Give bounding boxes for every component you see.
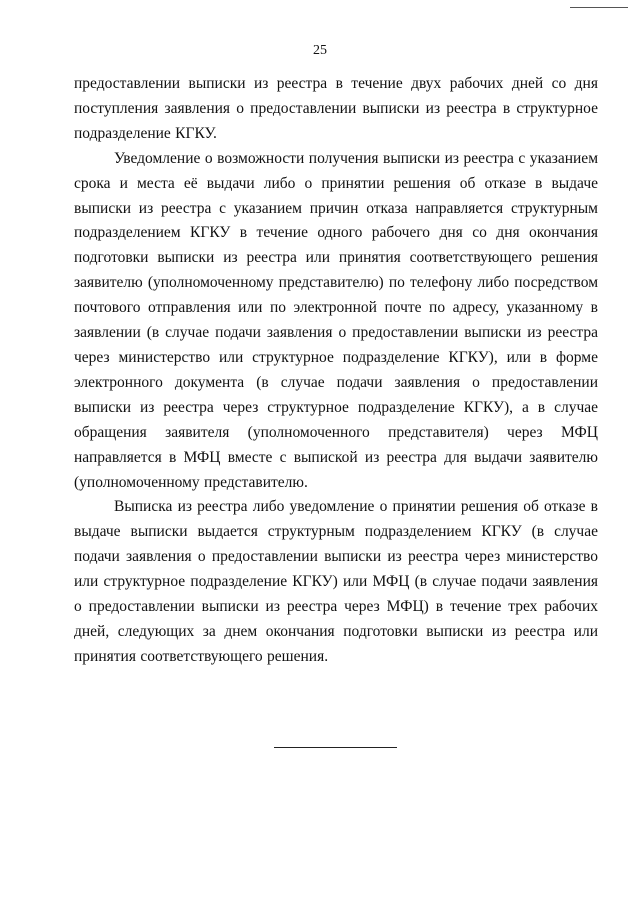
end-of-text-rule bbox=[274, 747, 397, 748]
paragraph-notification: Уведомление о возможности получения выписки из реестра с указанием срока и места её выдачи либо о принятии решения об отказе в выдаче выписки из реестра с указанием причин отказа направляется структурным подразделением КГКУ в течение одного рабочего дня со дня окончания подготовки выписки из реестра или принятия соответствующего решения заявителю (уполномоченному представителю) по телефону либо посредством почтового отправления или по электронной почте по адресу, указанному в заявлении (в случае подачи заявления о предоставлении выписки из реестра через министерство или структурное подразделение КГКУ), или в форме электронного документа (в случае подачи заявления о предоставлении выписки из реестра через структурное подразделение КГКУ), а в случае обращения заявителя (уполномоченного представителя) через МФЦ направляется в МФЦ вместе с выпиской из реестра для выдачи заявителю (уполномоченному представителю. bbox=[74, 149, 598, 491]
page-number: 25 bbox=[313, 43, 327, 58]
paragraph-issuance: Выписка из реестра либо уведомление о принятии решения об отказе в выдаче выписки выдается структурным подразделением КГКУ (в случае подачи заявления о предоставлении выписки из реестра через министерство или структурное подразделение КГКУ) или МФЦ (в случае подачи заявления о предоставлении выписки из реестра через МФЦ) в течение трех рабочих дней, следующих за днем окончания подготовки выписки из реестра или принятия соответствующего решения. bbox=[74, 498, 598, 665]
document-body bbox=[74, 72, 598, 670]
top-corner-rule bbox=[570, 7, 628, 8]
paragraph-continuation: предоставлении выписки из реестра в течение двух рабочих дней со дня поступления заявления о предоставлении выписки из реестра в структурное подразделение КГКУ. bbox=[74, 75, 598, 142]
